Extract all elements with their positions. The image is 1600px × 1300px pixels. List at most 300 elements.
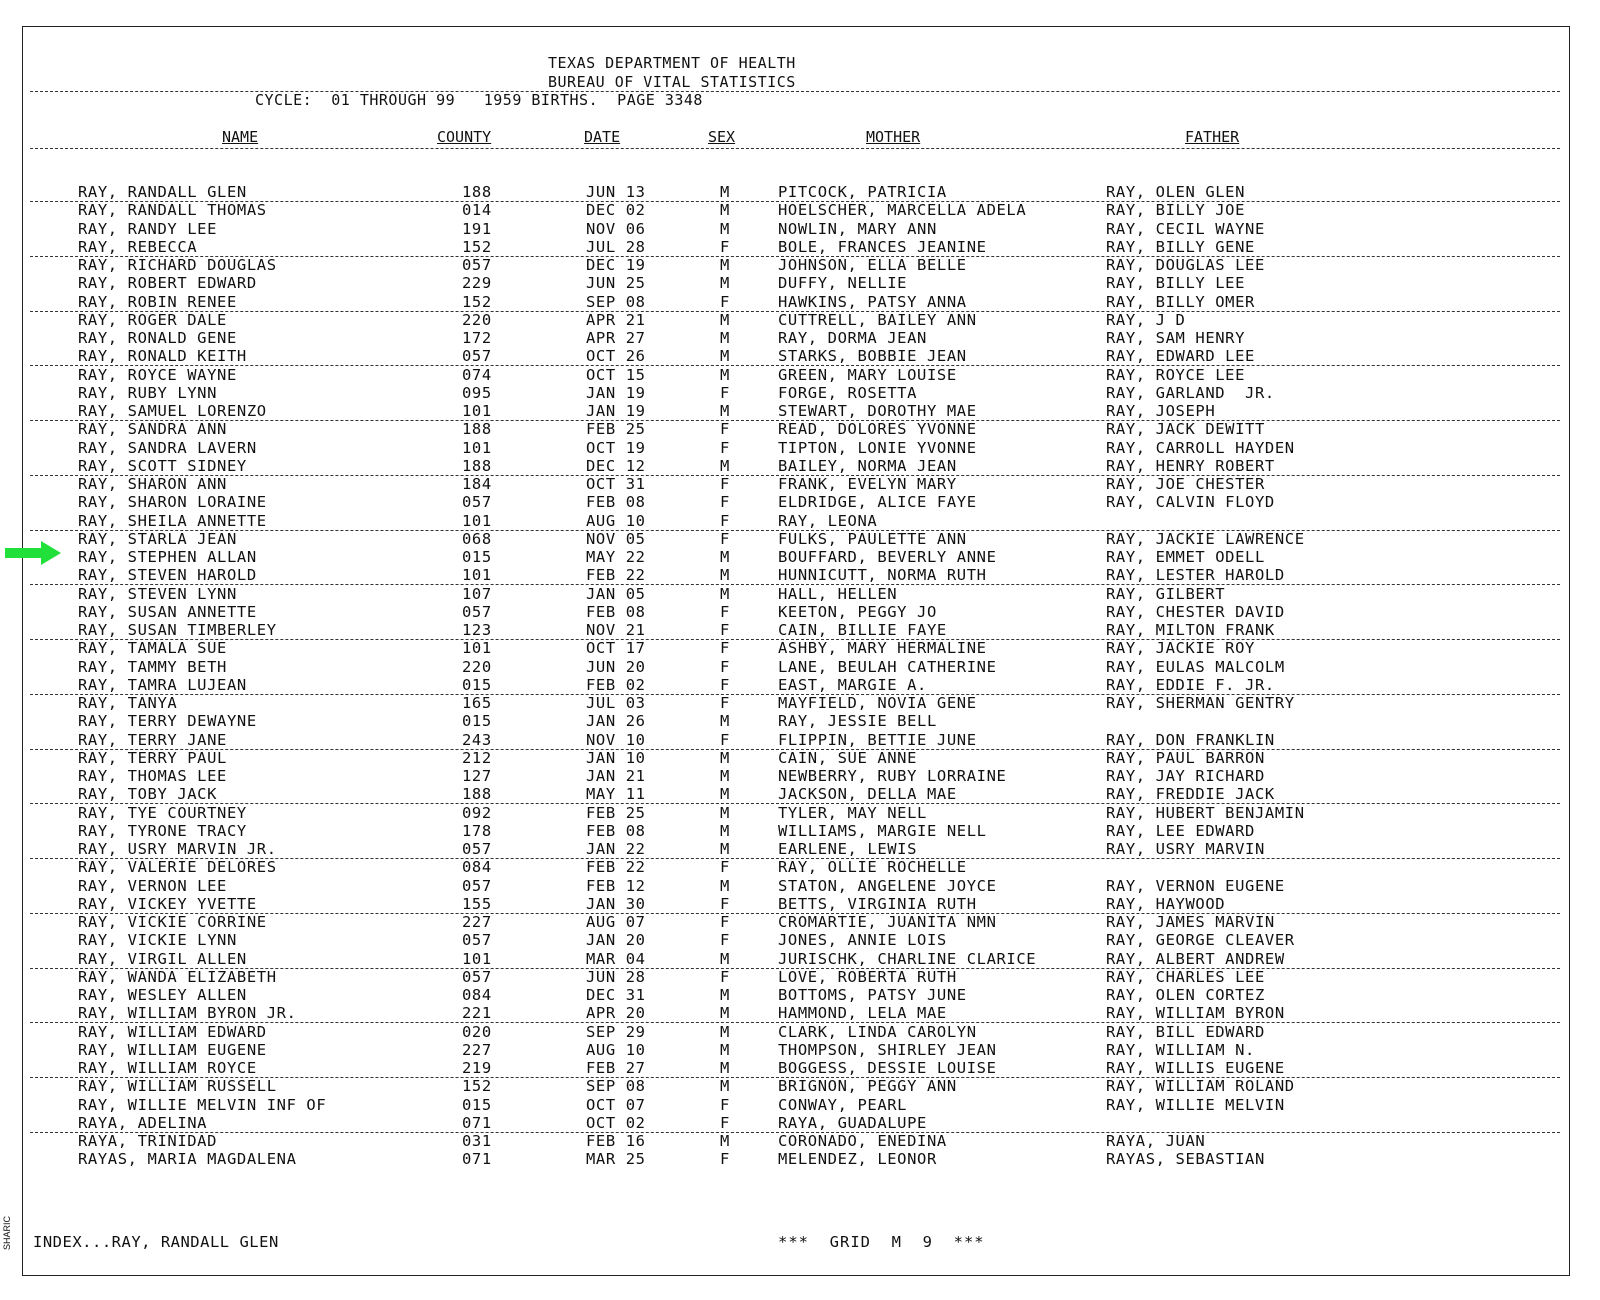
- cell-sex: M: [720, 201, 730, 220]
- table-row: [0, 530, 1600, 548]
- cell-mother: RAYA, GUADALUPE: [778, 1113, 927, 1132]
- cell-date: OCT 31: [586, 475, 646, 493]
- cell-date: DEC 31: [586, 986, 646, 1004]
- cell-date: AUG 10: [586, 1040, 646, 1059]
- cell-sex: F: [720, 931, 730, 950]
- cell-date: NOV 10: [586, 730, 646, 749]
- cell-mother: EARLENE, LEWIS: [778, 840, 918, 858]
- table-row: [0, 201, 1600, 219]
- table-row: [0, 621, 1600, 639]
- cell-sex: M: [720, 566, 730, 585]
- cell-father: RAY, HENRY ROBERT: [1106, 456, 1275, 475]
- cell-father: RAY, CARROLL HAYDEN: [1106, 438, 1295, 457]
- table-row: [0, 457, 1600, 475]
- cell-name: RAY, SCOTT SIDNEY: [78, 456, 247, 475]
- cell-mother: STARKS, BOBBIE JEAN: [778, 347, 967, 366]
- cell-name: RAY, SANDRA ANN: [78, 420, 227, 439]
- cell-father: RAY, J D: [1106, 310, 1186, 329]
- cell-sex: F: [720, 292, 730, 311]
- cell-name: RAY, STEPHEN ALLAN: [78, 548, 257, 566]
- cell-mother: FORGE, ROSETTA: [778, 383, 918, 402]
- cell-sex: M: [720, 347, 730, 366]
- table-row: [0, 1077, 1600, 1095]
- cell-father: RAY, BILLY GENE: [1106, 237, 1255, 256]
- cell-date: NOV 05: [586, 529, 646, 548]
- cell-name: RAY, WANDA ELIZABETH: [78, 967, 277, 986]
- cell-date: SEP 29: [586, 1022, 646, 1041]
- cell-mother: BETTS, VIRGINIA RUTH: [778, 894, 977, 913]
- cell-sex: F: [720, 1113, 730, 1132]
- cell-county: 227: [462, 1040, 492, 1059]
- cell-father: RAY, CHARLES LEE: [1106, 967, 1265, 986]
- cell-sex: F: [720, 657, 730, 676]
- cell-county: 092: [462, 803, 492, 822]
- cell-name: RAY, ROGER DALE: [78, 310, 227, 329]
- table-row: [0, 1023, 1600, 1041]
- cell-date: JUL 28: [586, 237, 646, 256]
- cell-mother: RAY, DORMA JEAN: [778, 329, 927, 347]
- cell-father: RAY, EDWARD LEE: [1106, 347, 1255, 366]
- cell-father: RAY, BILLY JOE: [1106, 201, 1246, 220]
- header-title: TEXAS DEPARTMENT OF HEALTH: [548, 54, 796, 72]
- cell-father: RAY, WILLIE MELVIN: [1106, 1095, 1285, 1114]
- cell-date: FEB 08: [586, 493, 646, 512]
- cell-father: RAY, VERNON EUGENE: [1106, 876, 1285, 895]
- cell-sex: M: [720, 876, 730, 895]
- cell-father: RAY, USRY MARVIN: [1106, 840, 1265, 858]
- table-row: [0, 1041, 1600, 1059]
- cell-sex: M: [720, 821, 730, 840]
- cell-mother: FULKS, PAULETTE ANN: [778, 529, 967, 548]
- footer-grid: *** GRID M 9 ***: [778, 1233, 985, 1251]
- cell-county: 014: [462, 201, 492, 220]
- cell-county: 020: [462, 1022, 492, 1041]
- cell-father: RAY, GILBERT: [1106, 584, 1226, 603]
- cell-mother: LANE, BEULAH CATHERINE: [778, 657, 997, 676]
- cell-name: RAY, TAMRA LUJEAN: [78, 675, 247, 694]
- cell-county: 155: [462, 894, 492, 913]
- cell-name: RAY, TYRONE TRACY: [78, 821, 247, 840]
- cell-sex: M: [720, 785, 730, 804]
- cell-county: 188: [462, 785, 492, 804]
- cell-mother: BOTTOMS, PATSY JUNE: [778, 986, 967, 1004]
- cell-county: 227: [462, 913, 492, 931]
- cell-mother: HAMMOND, LELA MAE: [778, 1004, 947, 1023]
- cell-date: NOV 21: [586, 621, 646, 639]
- cell-father: RAY, CECIL WAYNE: [1106, 219, 1265, 238]
- cell-date: MAY 22: [586, 548, 646, 566]
- cell-sex: F: [720, 511, 730, 530]
- cell-name: RAY, TANYA: [78, 694, 178, 712]
- cell-name: RAY, ROBERT EDWARD: [78, 274, 257, 293]
- cell-name: RAY, TOBY JACK: [78, 785, 218, 804]
- cell-mother: HUNNICUTT, NORMA RUTH: [778, 566, 987, 585]
- cell-mother: STEWART, DOROTHY MAE: [778, 402, 977, 420]
- cell-sex: F: [720, 438, 730, 457]
- cell-county: 031: [462, 1132, 492, 1150]
- cell-sex: M: [720, 548, 730, 566]
- cell-name: RAY, WILLIAM EUGENE: [78, 1040, 267, 1059]
- cell-date: JAN 10: [586, 748, 646, 767]
- table-row: [0, 439, 1600, 457]
- cell-father: RAY, BILL EDWARD: [1106, 1022, 1265, 1041]
- cell-father: RAY, EMMET ODELL: [1106, 548, 1265, 566]
- cell-mother: BOGGESS, DESSIE LOUISE: [778, 1059, 997, 1077]
- table-row: [0, 913, 1600, 931]
- table-row: [0, 840, 1600, 858]
- cell-sex: M: [720, 274, 730, 293]
- cell-name: RAY, REBECCA: [78, 237, 198, 256]
- cell-mother: TYLER, MAY NELL: [778, 803, 927, 822]
- cell-mother: ELDRIDGE, ALICE FAYE: [778, 493, 977, 512]
- cell-county: 071: [462, 1150, 492, 1169]
- cell-county: 107: [462, 584, 492, 603]
- table-row: [0, 548, 1600, 566]
- cell-father: RAY, WILLIAM ROLAND: [1106, 1077, 1295, 1096]
- cell-county: 152: [462, 292, 492, 311]
- cell-date: FEB 22: [586, 566, 646, 585]
- table-row: [0, 402, 1600, 420]
- table-row: [0, 585, 1600, 603]
- cell-father: RAYAS, SEBASTIAN: [1106, 1150, 1265, 1169]
- cell-name: RAY, TERRY DEWAYNE: [78, 712, 257, 731]
- cell-father: RAY, JACKIE ROY: [1106, 639, 1255, 658]
- cell-father: RAY, WILLIAM BYRON: [1106, 1004, 1285, 1023]
- cell-name: RAY, WILLIE MELVIN INF OF: [78, 1095, 327, 1114]
- cell-sex: F: [720, 913, 730, 931]
- cell-date: OCT 07: [586, 1095, 646, 1114]
- cell-name: RAY, VICKIE CORRINE: [78, 913, 267, 931]
- cell-sex: F: [720, 967, 730, 986]
- table-row: [0, 1114, 1600, 1132]
- cell-county: 188: [462, 183, 492, 201]
- header-rule: [30, 91, 1560, 92]
- cell-date: MAR 25: [586, 1150, 646, 1169]
- cell-sex: F: [720, 602, 730, 621]
- cell-date: MAY 11: [586, 785, 646, 804]
- cell-mother: NEWBERRY, RUBY LORRAINE: [778, 767, 1007, 785]
- cell-mother: BOUFFARD, BEVERLY ANNE: [778, 548, 997, 566]
- cell-mother: WILLIAMS, MARGIE NELL: [778, 821, 987, 840]
- cell-date: JAN 26: [586, 712, 646, 731]
- table-row: [0, 311, 1600, 329]
- cell-mother: CONWAY, PEARL: [778, 1095, 908, 1114]
- cell-mother: MELENDEZ, LEONOR: [778, 1150, 937, 1169]
- cell-name: RAY, ROBIN RENEE: [78, 292, 237, 311]
- cell-father: RAY, ROYCE LEE: [1106, 365, 1246, 384]
- cell-county: 057: [462, 876, 492, 895]
- cell-county: 057: [462, 493, 492, 512]
- cell-mother: CAIN, BILLIE FAYE: [778, 621, 947, 639]
- cell-county: 101: [462, 639, 492, 658]
- cell-county: 068: [462, 529, 492, 548]
- table-row: [0, 329, 1600, 347]
- cell-mother: FRANK, EVELYN MARY: [778, 475, 957, 493]
- cell-mother: DUFFY, NELLIE: [778, 274, 908, 293]
- cell-mother: RAY, OLLIE ROCHELLE: [778, 858, 967, 877]
- cell-county: 057: [462, 967, 492, 986]
- cell-date: JUN 20: [586, 657, 646, 676]
- cell-father: RAY, DOUGLAS LEE: [1106, 256, 1265, 274]
- cell-county: 101: [462, 511, 492, 530]
- cell-county: 057: [462, 602, 492, 621]
- cell-sex: F: [720, 475, 730, 493]
- cell-date: FEB 16: [586, 1132, 646, 1150]
- cell-sex: F: [720, 639, 730, 658]
- cell-sex: F: [720, 730, 730, 749]
- cell-county: 188: [462, 456, 492, 475]
- cell-date: JAN 20: [586, 931, 646, 950]
- cell-sex: F: [720, 694, 730, 712]
- table-row: [0, 420, 1600, 438]
- cell-father: RAY, HAYWOOD: [1106, 894, 1226, 913]
- cell-father: RAY, JOSEPH: [1106, 402, 1216, 420]
- table-row: [0, 603, 1600, 621]
- cell-sex: M: [720, 256, 730, 274]
- cell-date: JUN 25: [586, 274, 646, 293]
- cell-name: RAY, SAMUEL LORENZO: [78, 402, 267, 420]
- cell-mother: EAST, MARGIE A.: [778, 675, 927, 694]
- cell-date: FEB 22: [586, 858, 646, 877]
- table-row: [0, 384, 1600, 402]
- cell-date: OCT 26: [586, 347, 646, 366]
- cell-sex: M: [720, 183, 730, 201]
- cell-name: RAY, STARLA JEAN: [78, 529, 237, 548]
- table-row: [0, 293, 1600, 311]
- cell-date: JUL 03: [586, 694, 646, 712]
- cell-county: 101: [462, 438, 492, 457]
- cell-sex: F: [720, 675, 730, 694]
- highlight-arrow-icon: [5, 541, 61, 565]
- cell-sex: M: [720, 584, 730, 603]
- cell-father: RAY, LEE EDWARD: [1106, 821, 1255, 840]
- cell-name: RAY, TYE COURTNEY: [78, 803, 247, 822]
- cell-county: 057: [462, 256, 492, 274]
- cell-county: 015: [462, 712, 492, 731]
- table-row: [0, 1004, 1600, 1022]
- cell-date: JAN 05: [586, 584, 646, 603]
- cell-sex: M: [720, 949, 730, 968]
- cell-name: RAYA, TRINIDAD: [78, 1132, 218, 1150]
- cell-county: 015: [462, 1095, 492, 1114]
- cell-date: NOV 06: [586, 219, 646, 238]
- cell-father: RAY, BILLY OMER: [1106, 292, 1255, 311]
- table-row: [0, 512, 1600, 530]
- cell-father: RAY, JACKIE LAWRENCE: [1106, 529, 1305, 548]
- side-mark: SHARIC: [2, 1215, 12, 1250]
- cell-mother: THOMPSON, SHIRLEY JEAN: [778, 1040, 997, 1059]
- cell-name: RAY, SHARON ANN: [78, 475, 227, 493]
- cell-sex: M: [720, 402, 730, 420]
- cell-sex: F: [720, 894, 730, 913]
- cell-name: RAY, WILLIAM ROYCE: [78, 1059, 257, 1077]
- cell-sex: M: [720, 767, 730, 785]
- cell-date: FEB 08: [586, 602, 646, 621]
- cell-sex: M: [720, 365, 730, 384]
- table-row: [0, 493, 1600, 511]
- table-row: [0, 238, 1600, 256]
- cell-mother: RAY, JESSIE BELL: [778, 712, 937, 731]
- cell-sex: M: [720, 803, 730, 822]
- cell-sex: M: [720, 1059, 730, 1077]
- table-row: [0, 366, 1600, 384]
- cell-father: RAY, SHERMAN GENTRY: [1106, 694, 1295, 712]
- cell-sex: F: [720, 858, 730, 877]
- cell-mother: KEETON, PEGGY JO: [778, 602, 937, 621]
- cell-county: 172: [462, 329, 492, 347]
- cell-father: RAY, EDDIE F. JR.: [1106, 675, 1275, 694]
- cell-mother: ASHBY, MARY HERMALINE: [778, 639, 987, 658]
- cell-mother: JOHNSON, ELLA BELLE: [778, 256, 967, 274]
- cell-mother: STATON, ANGELENE JOYCE: [778, 876, 997, 895]
- cell-father: RAY, GEORGE CLEAVER: [1106, 931, 1295, 950]
- cell-date: AUG 10: [586, 511, 646, 530]
- cell-sex: M: [720, 986, 730, 1004]
- table-row: [0, 968, 1600, 986]
- cell-name: RAY, RICHARD DOUGLAS: [78, 256, 277, 274]
- cell-date: SEP 08: [586, 292, 646, 311]
- cell-name: RAY, VIRGIL ALLEN: [78, 949, 247, 968]
- cell-mother: BOLE, FRANCES JEANINE: [778, 237, 987, 256]
- cell-name: RAY, SHARON LORAINE: [78, 493, 267, 512]
- cell-father: RAY, EULAS MALCOLM: [1106, 657, 1285, 676]
- cell-father: RAY, ALBERT ANDREW: [1106, 949, 1285, 968]
- cell-sex: F: [720, 621, 730, 639]
- cell-name: RAY, SHEILA ANNETTE: [78, 511, 267, 530]
- cell-father: RAY, WILLIAM N.: [1106, 1040, 1255, 1059]
- cell-name: RAY, WILLIAM RUSSELL: [78, 1077, 277, 1096]
- cell-father: RAY, FREDDIE JACK: [1106, 785, 1275, 804]
- cell-county: 095: [462, 383, 492, 402]
- cell-name: RAY, SUSAN TIMBERLEY: [78, 621, 277, 639]
- table-row: [0, 658, 1600, 676]
- cell-name: RAY, TERRY PAUL: [78, 748, 227, 767]
- cell-mother: FLIPPIN, BETTIE JUNE: [778, 730, 977, 749]
- cell-date: JUN 28: [586, 967, 646, 986]
- table-row: [0, 986, 1600, 1004]
- cell-name: RAY, STEVEN LYNN: [78, 584, 237, 603]
- cell-date: JUN 13: [586, 183, 646, 201]
- table-row: [0, 785, 1600, 803]
- cell-name: RAY, RONALD GENE: [78, 329, 237, 347]
- cell-father: RAYA, JUAN: [1106, 1132, 1206, 1150]
- table-row: [0, 877, 1600, 895]
- cell-name: RAY, WILLIAM EDWARD: [78, 1022, 267, 1041]
- cell-name: RAY, SANDRA LAVERN: [78, 438, 257, 457]
- cell-sex: F: [720, 237, 730, 256]
- cell-father: RAY, JOE CHESTER: [1106, 475, 1265, 493]
- cell-county: 152: [462, 1077, 492, 1096]
- table-row: [0, 347, 1600, 365]
- cell-date: FEB 25: [586, 420, 646, 439]
- column-header-name: NAME: [222, 128, 259, 146]
- column-header-sex: SEX: [708, 128, 736, 146]
- cell-name: RAY, RANDALL GLEN: [78, 183, 247, 201]
- cell-father: RAY, DON FRANKLIN: [1106, 730, 1275, 749]
- cell-date: JAN 21: [586, 767, 646, 785]
- cell-county: 101: [462, 566, 492, 585]
- cell-county: 074: [462, 365, 492, 384]
- cell-date: DEC 12: [586, 456, 646, 475]
- cell-name: RAY, TAMMY BETH: [78, 657, 227, 676]
- cell-county: 243: [462, 730, 492, 749]
- cell-name: RAY, RANDALL THOMAS: [78, 201, 267, 220]
- table-row: [0, 804, 1600, 822]
- cell-county: 084: [462, 858, 492, 877]
- cell-sex: M: [720, 329, 730, 347]
- cell-county: 123: [462, 621, 492, 639]
- cell-date: OCT 02: [586, 1113, 646, 1132]
- cell-father: RAY, OLEN CORTEZ: [1106, 986, 1265, 1004]
- cell-date: APR 21: [586, 310, 646, 329]
- cell-county: 229: [462, 274, 492, 293]
- cell-mother: BAILEY, NORMA JEAN: [778, 456, 957, 475]
- column-header-rule: [30, 148, 1560, 149]
- table-row: [0, 676, 1600, 694]
- cell-mother: MAYFIELD, NOVIA GENE: [778, 694, 977, 712]
- cell-date: DEC 19: [586, 256, 646, 274]
- table-row: [0, 694, 1600, 712]
- cell-mother: JONES, ANNIE LOIS: [778, 931, 947, 950]
- cell-sex: F: [720, 1150, 730, 1169]
- table-row: [0, 931, 1600, 949]
- cell-sex: M: [720, 748, 730, 767]
- cell-name: RAY, WESLEY ALLEN: [78, 986, 247, 1004]
- cell-county: 219: [462, 1059, 492, 1077]
- cell-county: 184: [462, 475, 492, 493]
- table-row: [0, 1059, 1600, 1077]
- footer-index: INDEX...RAY, RANDALL GLEN: [33, 1233, 279, 1251]
- table-row: [0, 895, 1600, 913]
- cell-date: OCT 19: [586, 438, 646, 457]
- cell-date: MAR 04: [586, 949, 646, 968]
- column-header-father: FATHER: [1185, 128, 1240, 146]
- table-row: [0, 731, 1600, 749]
- cell-sex: M: [720, 712, 730, 731]
- cell-father: RAY, JAY RICHARD: [1106, 767, 1265, 785]
- cell-county: 212: [462, 748, 492, 767]
- cell-name: RAY, RONALD KEITH: [78, 347, 247, 366]
- cell-county: 221: [462, 1004, 492, 1023]
- cell-county: 127: [462, 767, 492, 785]
- cell-sex: M: [720, 1004, 730, 1023]
- cell-father: RAY, LESTER HAROLD: [1106, 566, 1285, 585]
- cell-mother: LOVE, ROBERTA RUTH: [778, 967, 957, 986]
- cell-sex: M: [720, 1077, 730, 1096]
- table-row: [0, 566, 1600, 584]
- cell-sex: M: [720, 1040, 730, 1059]
- cell-father: RAY, BILLY LEE: [1106, 274, 1246, 293]
- cell-name: RAY, RANDY LEE: [78, 219, 218, 238]
- cell-father: RAY, JAMES MARVIN: [1106, 913, 1275, 931]
- cell-mother: CLARK, LINDA CAROLYN: [778, 1022, 977, 1041]
- column-header-mother: MOTHER: [866, 128, 921, 146]
- cell-county: 101: [462, 402, 492, 420]
- cell-mother: CROMARTIE, JUANITA NMN: [778, 913, 997, 931]
- cell-father: RAY, JACK DEWITT: [1106, 420, 1265, 439]
- cell-date: OCT 17: [586, 639, 646, 658]
- cell-date: FEB 27: [586, 1059, 646, 1077]
- cell-sex: F: [720, 383, 730, 402]
- cell-county: 188: [462, 420, 492, 439]
- table-row: [0, 822, 1600, 840]
- table-row: [0, 256, 1600, 274]
- table-row: [0, 220, 1600, 238]
- cell-date: FEB 25: [586, 803, 646, 822]
- cell-county: 071: [462, 1113, 492, 1132]
- cell-mother: CUTTRELL, BAILEY ANN: [778, 310, 977, 329]
- cell-sex: F: [720, 1095, 730, 1114]
